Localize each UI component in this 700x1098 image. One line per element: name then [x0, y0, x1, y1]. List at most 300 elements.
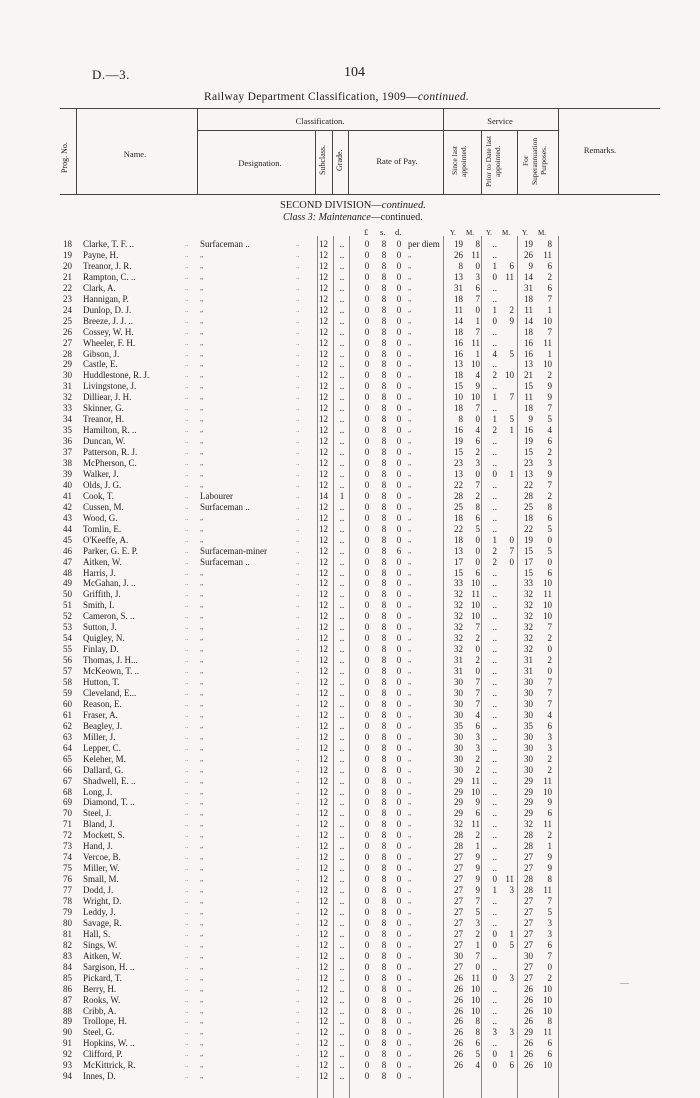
super-months-cell: 10 [543, 1060, 552, 1071]
since-months-cell: 0 [475, 468, 480, 479]
grade-cell: .. [339, 764, 345, 775]
since-years-cell: 30 [454, 709, 463, 720]
pay-basis-cell: „ [408, 568, 412, 577]
name-cell: Cussen, M. [83, 501, 124, 512]
name-leader-dots: .. [185, 929, 189, 938]
pay-shillings-cell: 8 [381, 830, 387, 841]
designation-cell: „ [200, 469, 204, 478]
super-years-cell: 18 [524, 403, 533, 414]
name-leader-dots: .. [185, 842, 189, 851]
pay-pence-cell: 0 [396, 490, 402, 501]
pay-shillings-cell: 8 [381, 994, 387, 1005]
super-years-cell: 26 [524, 1005, 533, 1016]
pay-pence-cell: 0 [396, 1038, 402, 1049]
grade-cell: .. [339, 359, 345, 370]
table-row [0, 589, 700, 600]
prior-years-cell: 3 [492, 1027, 497, 1038]
super-years-cell: 14 [524, 271, 533, 282]
pay-pounds-cell: 0 [364, 885, 370, 896]
prior-years-cell: 4 [492, 348, 497, 359]
pay-pence-cell: 0 [396, 655, 402, 666]
since-years-cell: 26 [454, 249, 463, 260]
pay-basis-cell: „ [408, 809, 412, 818]
since-years-cell: 26 [454, 1060, 463, 1071]
subclass-cell: 12 [319, 304, 328, 315]
subclass-cell: 12 [319, 359, 328, 370]
table-row [0, 830, 700, 841]
prog-no-cell: 45 [63, 534, 72, 545]
designation-leader-dots: .. [296, 645, 300, 654]
table-row [0, 327, 700, 338]
grade-cell: .. [339, 797, 345, 808]
subclass-cell: 12 [319, 1027, 328, 1038]
super-months-cell: 2 [547, 972, 552, 983]
pay-pounds-cell: 0 [364, 1060, 370, 1071]
since-years-cell: 32 [454, 622, 463, 633]
name-leader-dots: .. [185, 940, 189, 949]
unit-pence: d. [395, 227, 402, 237]
since-years-cell: 26 [454, 1027, 463, 1038]
table-row [0, 338, 700, 349]
page-title-main: Railway Department Classification, 1909— [204, 91, 418, 103]
super-years-cell: 27 [524, 852, 533, 863]
grade-cell: .. [339, 271, 345, 282]
grade-cell: .. [339, 808, 345, 819]
pay-pounds-cell: 0 [364, 742, 370, 753]
pay-basis-cell: „ [408, 415, 412, 424]
pay-pence-cell: 0 [396, 523, 402, 534]
grade-cell: .. [339, 1071, 345, 1082]
grade-cell: .. [339, 1038, 345, 1049]
prog-no-cell: 20 [63, 260, 72, 271]
subclass-cell: 12 [319, 906, 328, 917]
pay-pounds-cell: 0 [364, 830, 370, 841]
since-months-cell: 0 [475, 666, 480, 677]
prior-years-cell: .. [492, 589, 497, 600]
name-cell: Dilliear, J. H. [83, 392, 132, 403]
table-row [0, 732, 700, 743]
prior-years-cell: .. [492, 600, 497, 611]
super-years-cell: 18 [524, 512, 533, 523]
since-years-cell: 29 [454, 808, 463, 819]
pay-basis-cell: „ [408, 272, 412, 281]
since-months-cell: 7 [475, 950, 480, 961]
since-years-cell: 18 [454, 326, 463, 337]
pay-pence-cell: 0 [396, 1016, 402, 1027]
grade-cell: .. [339, 841, 345, 852]
super-months-cell: 6 [547, 808, 552, 819]
since-months-cell: 3 [475, 271, 480, 282]
prior-years-cell: 0 [492, 928, 497, 939]
since-years-cell: 32 [454, 589, 463, 600]
super-months-cell: 7 [547, 622, 552, 633]
subclass-cell: 12 [319, 819, 328, 830]
prog-no-cell: 84 [63, 961, 72, 972]
grade-cell: .. [339, 633, 345, 644]
designation-leader-dots: .. [296, 415, 300, 424]
pay-basis-cell: „ [408, 327, 412, 336]
grade-cell: .. [339, 863, 345, 874]
pay-shillings-cell: 8 [381, 764, 387, 775]
name-leader-dots: .. [185, 590, 189, 599]
pay-shillings-cell: 8 [381, 567, 387, 578]
prog-no-cell: 79 [63, 906, 72, 917]
pay-shillings-cell: 8 [381, 950, 387, 961]
since-years-cell: 27 [454, 852, 463, 863]
super-months-cell: 10 [543, 611, 552, 622]
designation-leader-dots: .. [296, 907, 300, 916]
pay-pence-cell: 0 [396, 425, 402, 436]
prior-years-cell: 1 [492, 392, 497, 403]
subclass-cell: 12 [319, 687, 328, 698]
since-years-cell: 33 [454, 578, 463, 589]
prior-years-cell: 0 [492, 315, 497, 326]
since-years-cell: 8 [458, 414, 463, 425]
prior-years-cell: .. [492, 731, 497, 742]
designation-leader-dots: .. [296, 480, 300, 489]
name-leader-dots: .. [185, 437, 189, 446]
pay-basis-cell: „ [408, 678, 412, 686]
designation-leader-dots: .. [296, 338, 300, 347]
table-row [0, 973, 700, 984]
since-years-cell: 15 [454, 381, 463, 392]
since-months-cell: 0 [475, 534, 480, 545]
designation-cell: „ [200, 524, 204, 533]
name-cell: Thomas, J. H... [83, 655, 138, 666]
name-leader-dots: .. [185, 513, 189, 522]
grade-cell: .. [339, 239, 345, 249]
prog-no-cell: 28 [63, 348, 72, 359]
since-years-cell: 18 [454, 534, 463, 545]
since-years-cell: 30 [454, 753, 463, 764]
since-years-cell: 27 [454, 939, 463, 950]
unit-pounds: £ [364, 227, 369, 237]
name-cell: Wright, D. [83, 896, 122, 906]
since-months-cell: 7 [475, 622, 480, 633]
pay-pence-cell: 0 [396, 239, 402, 249]
subclass-cell: 12 [319, 1049, 328, 1060]
name-cell: Gibson, J. [83, 348, 120, 359]
page-mark: — [620, 978, 629, 988]
prog-no-cell: 29 [63, 359, 72, 370]
name-cell: Cook, T. [83, 490, 114, 501]
name-leader-dots: .. [185, 1006, 189, 1015]
pay-basis-cell: „ [408, 820, 412, 829]
table-row [0, 381, 700, 392]
subclass-cell: 14 [319, 490, 328, 501]
designation-cell: „ [200, 535, 204, 544]
prior-years-cell: 2 [492, 556, 497, 567]
super-months-cell: 9 [547, 381, 552, 392]
name-leader-dots: .. [185, 426, 189, 435]
table-row [0, 600, 700, 611]
pay-shillings-cell: 8 [381, 655, 387, 666]
prior-months-cell: 1 [509, 928, 514, 939]
class-name: Maintenance [318, 212, 371, 223]
super-years-cell: 29 [524, 797, 533, 808]
since-months-cell: 10 [471, 578, 480, 589]
grade-cell: .. [339, 885, 345, 896]
pay-basis-cell: „ [408, 940, 412, 949]
pay-shillings-cell: 8 [381, 403, 387, 414]
super-years-cell: 16 [524, 348, 533, 359]
pay-pence-cell: 0 [396, 677, 402, 687]
unit-shillings: s. [380, 227, 386, 237]
grade-cell: .. [339, 479, 345, 490]
name-cell: Treanor, J. R. [83, 260, 132, 271]
pay-pounds-cell: 0 [364, 326, 370, 337]
super-years-cell: 15 [524, 447, 533, 458]
pay-shillings-cell: 8 [381, 709, 387, 720]
table-row [0, 469, 700, 480]
super-months-cell: 2 [547, 633, 552, 644]
name-cell: Berry, H. [83, 983, 117, 994]
table-row [0, 250, 700, 261]
name-cell: Hannigan, P. [83, 293, 129, 304]
pay-pence-cell: 0 [396, 403, 402, 414]
since-years-cell: 15 [454, 447, 463, 458]
since-years-cell: 18 [454, 512, 463, 523]
super-months-cell: 0 [547, 556, 552, 567]
pay-basis-cell: „ [408, 513, 412, 522]
since-months-cell: 4 [475, 1060, 480, 1071]
subclass-cell: 12 [319, 315, 328, 326]
super-years-cell: 16 [524, 425, 533, 436]
col-divider-grade [348, 130, 349, 194]
pay-basis-cell: „ [408, 798, 412, 807]
super-years-cell: 30 [524, 709, 533, 720]
pay-basis-cell: „ [408, 962, 412, 971]
pay-pounds-cell: 0 [364, 928, 370, 939]
name-cell: Hutton, T. [83, 677, 120, 687]
since-months-cell: 11 [471, 972, 480, 983]
prior-years-cell: .. [492, 753, 497, 764]
pay-shillings-cell: 8 [381, 797, 387, 808]
since-years-cell: 30 [454, 742, 463, 753]
since-years-cell: 16 [454, 337, 463, 348]
super-years-cell: 11 [524, 304, 533, 315]
grade-cell: .. [339, 1060, 345, 1071]
designation-leader-dots: .. [296, 393, 300, 402]
subclass-cell: 12 [319, 939, 328, 950]
pay-pence-cell: 0 [396, 764, 402, 775]
super-years-cell: 11 [524, 392, 533, 403]
grade-cell: .. [339, 315, 345, 326]
pay-basis-cell: „ [408, 842, 412, 851]
designation-leader-dots: .. [296, 437, 300, 446]
table-row [0, 984, 700, 995]
designation-cell: „ [200, 360, 204, 369]
name-leader-dots: .. [185, 1039, 189, 1048]
super-months-cell: 2 [547, 655, 552, 666]
pay-pounds-cell: 0 [364, 819, 370, 830]
since-years-cell: 27 [454, 917, 463, 928]
pay-pounds-cell: 0 [364, 392, 370, 403]
designation-cell: „ [200, 601, 204, 610]
prior-years-cell: .. [492, 282, 497, 293]
pay-shillings-cell: 8 [381, 501, 387, 512]
pay-basis-cell: „ [408, 623, 412, 632]
name-leader-dots: .. [185, 579, 189, 588]
since-months-cell: 5 [475, 906, 480, 917]
grade-cell: .. [339, 458, 345, 468]
designation-leader-dots: .. [296, 875, 300, 884]
designation-leader-dots: .. [296, 929, 300, 938]
header-grade: Grade. [335, 149, 344, 171]
since-months-cell: 1 [475, 315, 480, 326]
since-months-cell: 7 [475, 293, 480, 304]
designation-leader-dots: .. [296, 984, 300, 993]
designation-cell: „ [200, 316, 204, 325]
pay-shillings-cell: 8 [381, 260, 387, 271]
prog-no-cell: 47 [63, 556, 72, 567]
prog-no-cell: 44 [63, 523, 72, 534]
subclass-cell: 12 [319, 885, 328, 896]
designation-leader-dots: .. [296, 853, 300, 862]
grade-cell: .. [339, 260, 345, 271]
super-months-cell: 4 [547, 425, 552, 436]
name-leader-dots: .. [185, 743, 189, 752]
super-months-cell: 7 [547, 326, 552, 337]
super-years-cell: 28 [524, 874, 533, 885]
pay-pence-cell: 0 [396, 808, 402, 819]
designation-cell: „ [200, 568, 204, 577]
pay-basis-cell: „ [408, 776, 412, 785]
since-years-cell: 30 [454, 677, 463, 687]
designation-cell: „ [200, 688, 204, 697]
pay-pounds-cell: 0 [364, 282, 370, 293]
pay-pounds-cell: 0 [364, 1038, 370, 1049]
subclass-cell: 12 [319, 720, 328, 731]
pay-shillings-cell: 8 [381, 961, 387, 972]
classification-rule [197, 130, 443, 131]
prog-no-cell: 74 [63, 852, 72, 863]
pay-pence-cell: 0 [396, 304, 402, 315]
super-years-cell: 29 [524, 775, 533, 786]
prog-no-cell: 32 [63, 392, 72, 403]
col-divider-prior [517, 130, 518, 194]
super-years-cell: 32 [524, 611, 533, 622]
name-cell: Livingstone, J. [83, 381, 137, 392]
super-months-cell: 3 [547, 742, 552, 753]
since-months-cell: 6 [475, 1038, 480, 1049]
pay-pounds-cell: 0 [364, 808, 370, 819]
grade-cell: .. [339, 928, 345, 939]
pay-shillings-cell: 8 [381, 1005, 387, 1016]
designation-leader-dots: .. [296, 688, 300, 697]
super-years-cell: 27 [524, 928, 533, 939]
since-months-cell: 10 [471, 611, 480, 622]
name-cell: Miller, J. [83, 731, 116, 742]
pay-basis-cell: „ [408, 787, 412, 796]
name-leader-dots: .. [185, 623, 189, 632]
name-leader-dots: .. [185, 798, 189, 807]
pay-pounds-cell: 0 [364, 896, 370, 906]
pay-shillings-cell: 8 [381, 512, 387, 523]
name-cell: Aitken, W. [83, 950, 122, 961]
pay-shillings-cell: 8 [381, 885, 387, 896]
prog-no-cell: 25 [63, 315, 72, 326]
designation-leader-dots: .. [296, 656, 300, 665]
grade-cell: .. [339, 950, 345, 961]
designation-leader-dots: .. [296, 699, 300, 708]
subclass-cell: 12 [319, 797, 328, 808]
prog-no-cell: 76 [63, 874, 72, 885]
since-years-cell: 16 [454, 348, 463, 359]
designation-cell: Surfaceman .. [200, 501, 250, 512]
pay-pounds-cell: 0 [364, 906, 370, 917]
subclass-cell: 12 [319, 709, 328, 720]
prior-years-cell: 1 [492, 885, 497, 896]
since-months-cell: 11 [471, 249, 480, 260]
pay-shillings-cell: 8 [381, 436, 387, 447]
prior-years-cell: .. [492, 906, 497, 917]
super-months-cell: 1 [547, 841, 552, 852]
pay-shillings-cell: 8 [381, 458, 387, 468]
prior-years-cell: .. [492, 490, 497, 501]
pay-shillings-cell: 8 [381, 1038, 387, 1049]
since-years-cell: 32 [454, 633, 463, 644]
name-cell: Sutton, J. [83, 622, 117, 633]
prior-years-cell: 2 [492, 545, 497, 556]
pay-shillings-cell: 8 [381, 622, 387, 633]
since-years-cell: 32 [454, 819, 463, 830]
name-leader-dots: .. [185, 316, 189, 325]
pay-pence-cell: 0 [396, 479, 402, 490]
pay-pounds-cell: 0 [364, 381, 370, 392]
pay-shillings-cell: 8 [381, 249, 387, 260]
designation-cell: „ [200, 437, 204, 446]
designation-leader-dots: .. [296, 502, 300, 511]
prior-years-cell: .. [492, 819, 497, 830]
grade-cell: .. [339, 1016, 345, 1027]
prior-years-cell: 2 [492, 425, 497, 436]
pay-pounds-cell: 0 [364, 994, 370, 1005]
page-number: 104 [344, 65, 365, 80]
pay-shillings-cell: 8 [381, 490, 387, 501]
since-years-cell: 13 [454, 545, 463, 556]
prior-years-cell: 1 [492, 414, 497, 425]
designation-leader-dots: .. [296, 568, 300, 577]
class-continued: —continued. [370, 212, 423, 223]
designation-cell: „ [200, 1039, 204, 1048]
subclass-cell: 12 [319, 874, 328, 885]
table-row [0, 688, 700, 699]
super-years-cell: 19 [524, 436, 533, 447]
name-leader-dots: .. [185, 951, 189, 960]
super-years-cell: 31 [524, 666, 533, 677]
pay-pence-cell: 0 [396, 633, 402, 644]
prog-no-cell: 39 [63, 468, 72, 479]
prior-months-cell: 0 [509, 534, 514, 545]
subclass-cell: 12 [319, 841, 328, 852]
pay-pence-cell: 0 [396, 282, 402, 293]
prog-no-cell: 54 [63, 633, 72, 644]
prog-no-cell: 64 [63, 742, 72, 753]
super-months-cell: 7 [547, 698, 552, 709]
name-cell: Dallard, G. [83, 764, 124, 775]
since-years-cell: 30 [454, 764, 463, 775]
prior-years-cell: .. [492, 852, 497, 863]
table-row [0, 808, 700, 819]
prog-no-cell: 53 [63, 622, 72, 633]
subclass-cell: 12 [319, 414, 328, 425]
designation-cell: „ [200, 864, 204, 873]
designation-leader-dots: .. [296, 546, 300, 555]
col-divider-name [197, 108, 198, 194]
grade-cell: .. [339, 830, 345, 841]
grade-cell: .. [339, 939, 345, 950]
